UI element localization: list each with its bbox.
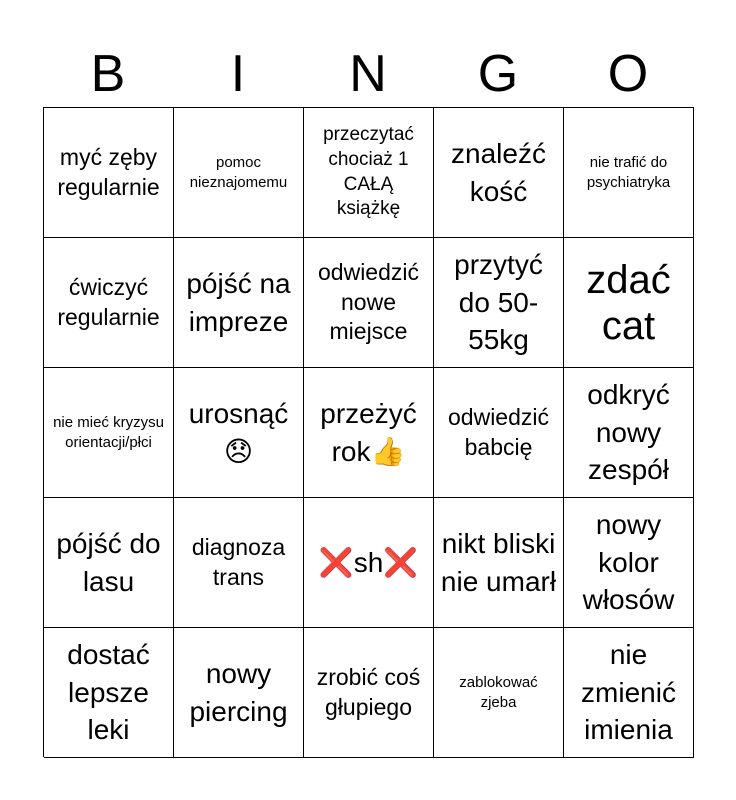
bingo-cell[interactable]: zdać cat	[564, 238, 694, 368]
bingo-cell[interactable]: urosnąć 😞	[174, 368, 304, 498]
bingo-cell[interactable]: diagnoza trans	[174, 498, 304, 628]
bingo-cell[interactable]: zrobić coś głupiego	[304, 628, 434, 758]
bingo-cell[interactable]: przeżyć rok👍	[304, 368, 434, 498]
bingo-cell[interactable]: odkryć nowy zespół	[564, 368, 694, 498]
header-letter-i: I	[230, 45, 246, 103]
header-letter-o: O	[607, 45, 649, 103]
bingo-cell[interactable]: nie zmienić imienia	[564, 628, 694, 758]
bingo-cell[interactable]: zablokować zjeba	[434, 628, 564, 758]
bingo-cell[interactable]: znaleźć kość	[434, 108, 564, 238]
header-letter-b: B	[90, 45, 126, 103]
bingo-cell[interactable]: ❌sh❌	[304, 498, 434, 628]
bingo-cell[interactable]: odwiedzić babcię	[434, 368, 564, 498]
bingo-cell[interactable]: myć zęby regularnie	[44, 108, 174, 238]
bingo-cell[interactable]: nowy piercing	[174, 628, 304, 758]
header-letter-g: G	[477, 45, 519, 103]
bingo-cell[interactable]: odwiedzić nowe miejsce	[304, 238, 434, 368]
bingo-cell[interactable]: dostać lepsze leki	[44, 628, 174, 758]
bingo-cell[interactable]: przeczytać chociaż 1 CAŁĄ książkę	[304, 108, 434, 238]
bingo-cell[interactable]: pomoc nieznajomemu	[174, 108, 304, 238]
bingo-cell[interactable]: pójść do lasu	[44, 498, 174, 628]
bingo-header	[43, 40, 693, 108]
bingo-cell[interactable]: nowy kolor włosów	[564, 498, 694, 628]
bingo-cell[interactable]: pójść na impreze	[174, 238, 304, 368]
bingo-cell[interactable]: przytyć do 50-55kg	[434, 238, 564, 368]
bingo-cell[interactable]: nikt bliski nie umarł	[434, 498, 564, 628]
bingo-board	[43, 107, 694, 757]
bingo-cell[interactable]: ćwiczyć regularnie	[44, 238, 174, 368]
bingo-cell[interactable]: nie mieć kryzysu orientacji/płci	[44, 368, 174, 498]
bingo-cell[interactable]: nie trafić do psychiatryka	[564, 108, 694, 238]
header-letter-n: N	[349, 45, 387, 103]
